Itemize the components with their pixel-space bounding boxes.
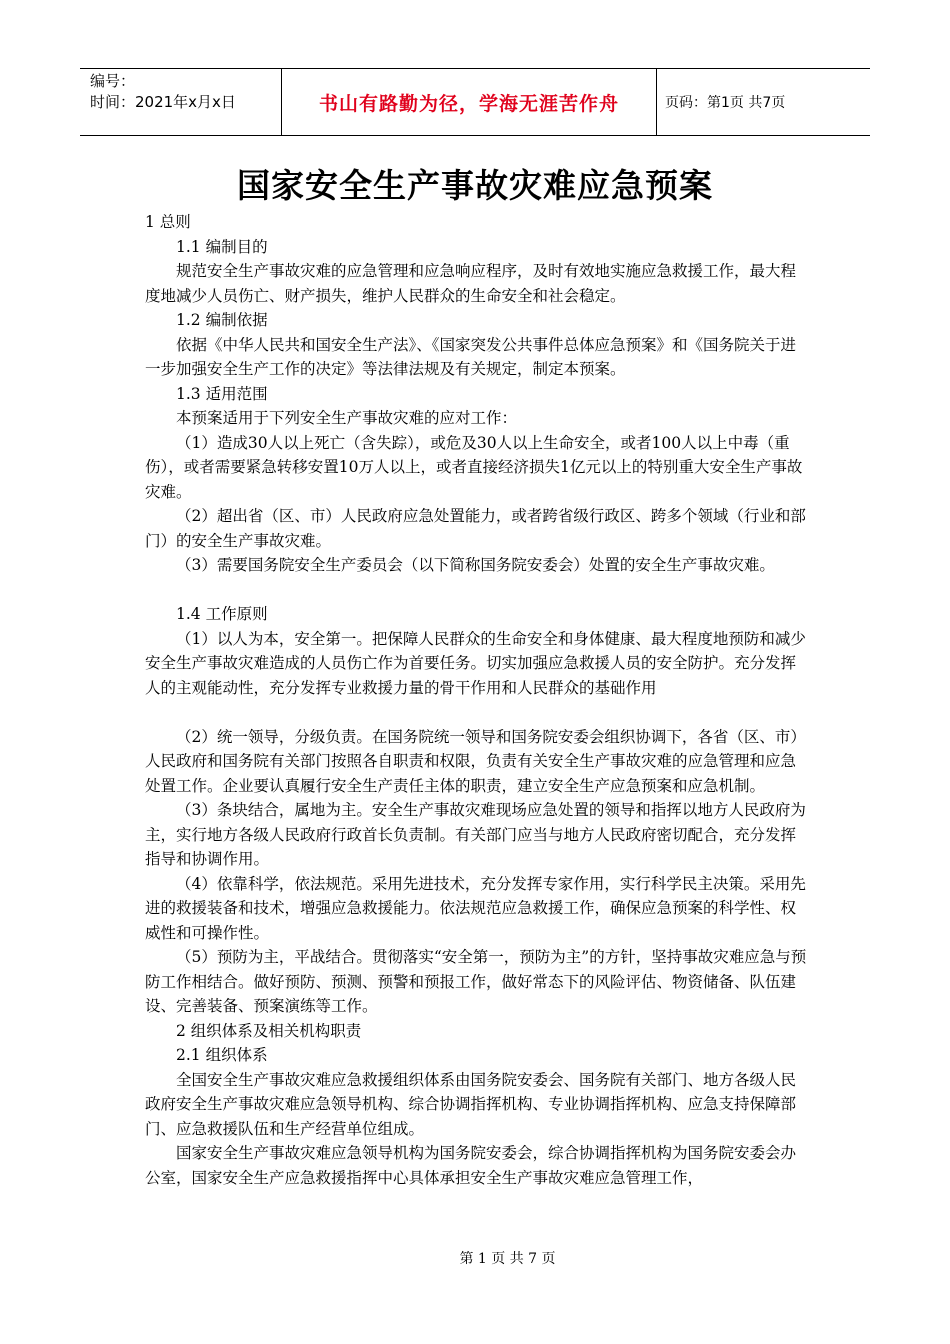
header-motto: 书山有路勤为径，学海无涯苦作舟 [318,92,619,115]
paragraph: 国家安全生产事故灾难应急领导机构为国务院安委会，综合协调指挥机构为国务院安委会办公室，国家安全生产应急救援指挥中心具体承担安全生产事故灾难应急管理工作， [145,1144,797,1187]
blank-line [145,578,810,603]
paragraph: 规范安全生产事故灾难的应急管理和应急响应程序，及时有效地实施应急救援工作，最大程度地减少人员伤亡、财产损失，维护人民群众的生命安全和社会稳定。 [145,262,797,305]
document-body [145,210,810,1190]
header-page-cell [657,69,870,135]
document-title: 国家安全生产事故灾难应急预案 [237,166,713,205]
heading-1-2: 1.2 编制依据 [176,311,268,329]
heading-1-3: 1.3 适用范围 [176,384,268,403]
header-motto-cell [281,69,657,135]
list-item: （2）统一领导，分级负责。在国务院统一领导和国务院安委会组织协调下，各省（区、市）人民政府和国务院有关部门按照各自职责和权限，负责有关安全生产事故灾难的应急管理和应急处置工作。企业要认真履行安全生产责任主体的职责，建立安全生产应急预案和应急机制。 [145,727,806,795]
list-item: （3）需要国务院安全生产委员会（以下简称国务院安委会）处置的安全生产事故灾难。 [176,556,775,574]
paragraph: 全国安全生产事故灾难应急救援组织体系由国务院安委会、国务院有关部门、地方各级人民政府安全生产事故灾难应急领导机构、综合协调指挥机构、专业协调指挥机构、应急支持保障部门、应急救援队伍和生产经营单位组成。 [145,1070,797,1138]
heading-1-1: 1.1 编制目的 [176,237,268,256]
list-item: （3）条块结合，属地为主。安全生产事故灾难现场应急处置的领导和指挥以地方人民政府为主，实行地方各级人民政府行政首长负责制。有关部门应当与地方人民政府密切配合，充分发挥指导和协调作用。 [145,801,806,868]
list-item: （5）预防为主，平战结合。贯彻落实“安全第一，预防为主”的方针，坚持事故灾难应急与预防工作相结合。做好预防、预测、预警和预报工作，做好常态下的风险评估、物资储备、队伍建设、完善装备、预案演练等工作。 [145,948,807,1015]
paragraph: 依据《中华人民共和国安全生产法》、《国家突发公共事件总体应急预案》和《国务院关于进一步加强安全生产工作的决定》等法律法规及有关规定，制定本预案。 [145,335,797,378]
header-left-cell [80,69,281,135]
list-item: （2）超出省（区、市）人民政府应急处置能力，或者跨省级行政区、跨多个领域（行业和部门）的安全生产事故灾难。 [145,507,806,550]
header-table [80,68,870,136]
header-page-info: 页码：第1页 共7页 [665,95,786,111]
heading-2: 2 组织体系及相关机构职责 [176,1021,362,1040]
list-item: （1）以人为本，安全第一。把保障人民群众的生命安全和身体健康、最大程度地预防和减少安全生产事故灾难造成的人员伤亡作为首要任务。切实加强应急救援人员的安全防护。充分发挥人的主观能动性，充分发挥专业救援力量的骨干作用和人民群众的基础作用 [145,629,806,697]
heading-1: 1 总则 [145,213,191,231]
page-footer: 第 1 页 共 7 页 [459,1251,556,1267]
blank-line [145,700,810,725]
list-item: （1）造成30人以上死亡（含失踪），或危及30人以上生命安全，或者100人以上中毒（重伤），或者需要紧急转移安置10万人以上，或者直接经济损失1亿元以上的特别重大安全生产事故灾难。 [145,433,803,501]
document-time-label: 时间：2021年x月x日 [90,93,236,111]
list-item: （4）依靠科学，依法规范。采用先进技术，充分发挥专家作用，实行科学民主决策。采用先进的救援装备和技术，增强应急救援能力。依法规范应急救援工作，确保应急预案的科学性、权威性和可操作性。 [145,874,806,942]
document-number-label: 编号： [90,72,136,90]
paragraph: 本预案适用于下列安全生产事故灾难的应对工作： [176,409,518,427]
heading-1-4: 1.4 工作原则 [176,605,268,623]
heading-2-1: 2.1 组织体系 [176,1046,268,1064]
